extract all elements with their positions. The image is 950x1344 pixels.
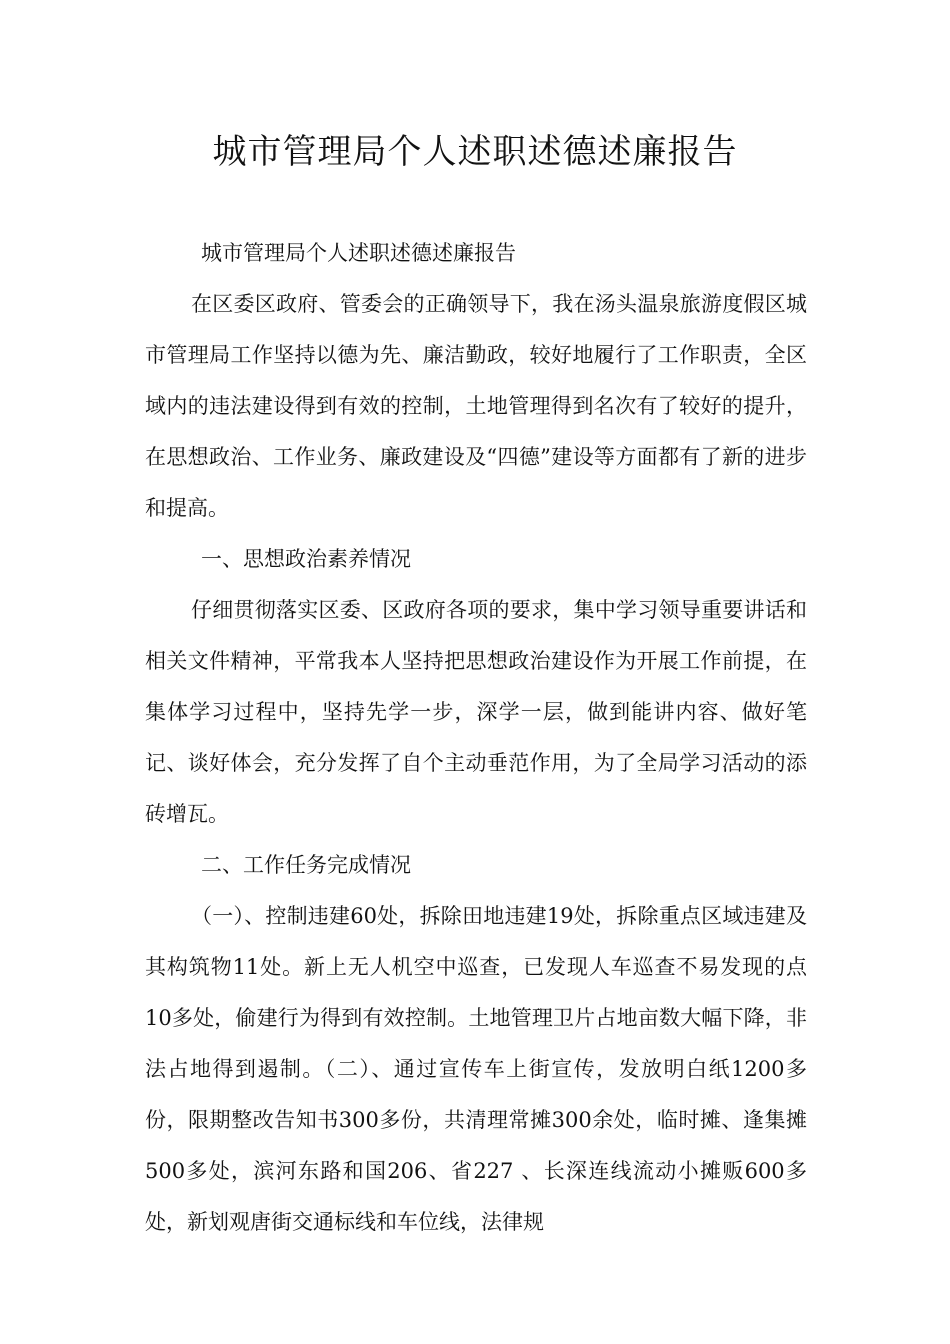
section-heading-tasks: 二、工作任务完成情况 — [201, 853, 411, 877]
section-body-political: 仔细贯彻落实区委、区政府各项的要求，集中学习领导重要讲话和相关文件精神，平常我本人坚持把思想政治建设作为开展工作前提，在集体学习过程中，坚持先学一步，深学一层，做到能讲内容、做好笔记、谈好体会，充分发挥了自个主动垂范作用，为了全局学习活动的添砖增瓦。 — [145, 598, 807, 826]
document-subtitle: 城市管理局个人述职述德述廉报告 — [201, 241, 516, 265]
section-body-tasks: （一）、控制违建60处，拆除田地违建19处，拆除重点区域违建及其构筑物11处。新上无人机空中巡查，已发现人车巡查不易发现的点10多处，偷建行为得到有效控制。土地管理卫片占地亩数大幅下降，非法占地得到遏制。（二）、通过宣传车上街宣传，发放明白纸1200多份，限期整改告知书300多份，共清理常摊300余处，临时摊、逢集摊500多处，滨河东路和国206、省227 、长深连线流动小摊贩600多处，新划观唐街交通标线和车位线，法律规 — [145, 904, 807, 1234]
section-heading-political: 一、思想政治素养情况 — [201, 547, 411, 571]
document-body — [145, 228, 807, 1248]
document-title: 城市管理局个人述职述德述廉报告 — [212, 132, 738, 172]
intro-paragraph: 在区委区政府、管委会的正确领导下，我在汤头温泉旅游度假区城市管理局工作坚持以德为先、廉洁勤政，较好地履行了工作职责，全区域内的违法建设得到有效的控制，土地管理得到名次有了较好的提升，在思想政治、工作业务、廉政建设及“四德”建设等方面都有了新的进步和提高。 — [145, 292, 807, 520]
